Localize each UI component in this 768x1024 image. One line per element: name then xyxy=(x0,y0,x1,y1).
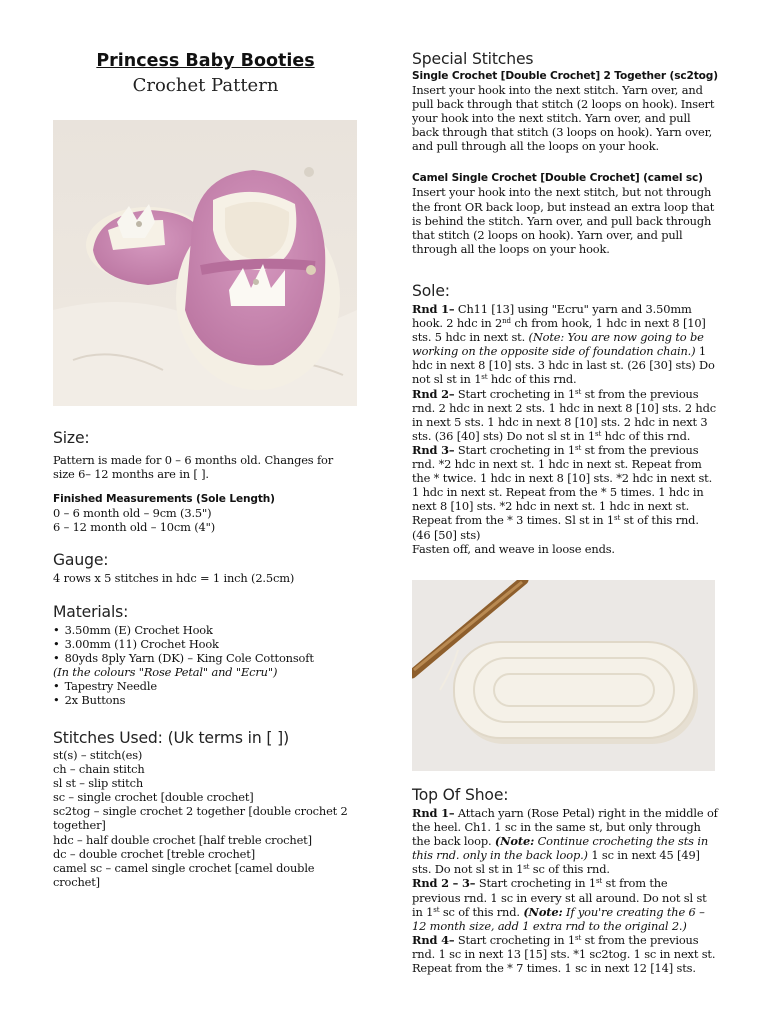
round-label: Rnd 1– xyxy=(412,302,455,316)
finished-measurements-heading: Finished Measurements (Sole Length) xyxy=(53,493,275,506)
measurement-line: 6 – 12 month old – 10cm (4") xyxy=(53,520,216,535)
round-note: If you're creating the 6 – 12 month size, add 1 extra rnd to the original 2.) xyxy=(412,904,705,933)
top-of-shoe-heading: Top Of Shoe: xyxy=(412,786,509,804)
round-text: st from the previous rnd. 1 sc in next 13 [15] sts. *1 sc2tog. 1 sc in next st. Repeat from the * 7 times. 1 sc in next 12 [14] sts. xyxy=(412,932,716,976)
size-text: Pattern is made for 0 – 6 months old. Changes for size 6– 12 months are in [ ]. xyxy=(53,453,334,482)
round-note: (Note: You are now going to be working on the opposite side of foundation chain.) xyxy=(412,330,704,359)
size-heading: Size: xyxy=(53,429,90,447)
special-stitches-heading: Special Stitches xyxy=(412,50,534,68)
sole-rnd-2 xyxy=(412,387,718,443)
superscript: st xyxy=(433,905,440,914)
stitch-line: sc – single crochet [double crochet] xyxy=(53,790,254,805)
round-text: sc of this rnd. xyxy=(439,904,524,919)
round-text: Attach yarn (Rose Petal) right in the middle of the heel. Ch1. 1 sc in the same st, but only through the back loop. xyxy=(412,806,718,849)
list-item: • Tapestry Needle xyxy=(53,679,358,693)
top-of-shoe-section xyxy=(412,785,718,975)
stitch-line: camel sc – camel single crochet [camel double crochet] xyxy=(53,860,315,889)
round-note: Continue crocheting the sts in this rnd. only in the back loop.) xyxy=(412,834,709,863)
round-text: 1 hdc in next 8 [10] sts. 3 hdc in last st. (26 [30] sts) Do not sl st in 1 xyxy=(412,344,715,387)
page-title: Princess Baby Booties xyxy=(96,51,315,71)
superscript: st xyxy=(575,933,582,942)
round-text: hdc of this rnd. xyxy=(487,372,577,387)
superscript: st xyxy=(481,373,488,382)
gauge-section xyxy=(53,550,358,585)
booties-photo xyxy=(53,120,357,406)
sc2tog-text: Insert your hook into the next stitch. Yarn over, and pull back through that stitch (2 loops on hook). Insert your hook into the next stitch. Yarn over, and pull back through that stitch (3 loops on hook). Yarn over, and pull through all the loops on your hook. xyxy=(412,83,715,154)
round-text: Ch11 [13] using "Ecru" yarn and 3.50mm hook. 2 hdc in 2 xyxy=(412,302,692,331)
round-label: Rnd 2 – 3– xyxy=(412,876,476,891)
note-label: (Note: xyxy=(523,904,563,919)
superscript: st xyxy=(614,514,621,523)
camel-sc-title: Camel Single Crochet [Double Crochet] (camel sc) xyxy=(412,172,703,185)
round-text: ch from hook, 1 hdc in next 8 [10] sts. 5 hdc in next st. xyxy=(412,316,706,345)
stitch-line: dc – double crochet [treble crochet] xyxy=(53,846,255,861)
materials-heading: Materials: xyxy=(53,603,129,621)
round-text: Start crocheting in 1 xyxy=(475,876,596,891)
page-subtitle: Crochet Pattern xyxy=(132,75,279,96)
sole-rnd-3 xyxy=(412,443,718,542)
round-label: Rnd 3– xyxy=(412,442,455,457)
list-item: • 80yds 8ply Yarn (DK) – King Cole Cottonsoft xyxy=(53,651,358,665)
stitches-heading: Stitches Used: (Uk terms in [ ]) xyxy=(53,729,290,747)
round-text: Start crocheting in 1 xyxy=(454,442,575,457)
special-stitches-section xyxy=(412,49,718,256)
stitch-line: hdc – half double crochet [half treble crochet] xyxy=(53,832,312,847)
superscript: st xyxy=(595,429,602,438)
stitch-line: st(s) – stitch(es) xyxy=(53,748,143,762)
list-item: • 3.00mm (11) Crochet Hook xyxy=(53,637,358,651)
sole-rnd-1 xyxy=(412,302,718,387)
sole-heading: Sole: xyxy=(412,282,450,300)
round-text: st from the previous rnd. 1 sc in every st all around. Do not sl st in 1 xyxy=(412,876,707,919)
title-block xyxy=(53,49,358,98)
round-label: Rnd 2– xyxy=(412,386,455,401)
camel-sc-text: Insert your hook into the next stitch, but not through the front OR back loop, but instead an extra loop that is behind the stitch. Yarn over, and pull back through that stitch (2 loops on hook). Yarn over, and pull through all the loops on your hook. xyxy=(412,185,715,256)
stitches-section xyxy=(53,728,358,889)
round-text: 1 sc in next 45 [49] sts. Do not sl st in 1 xyxy=(412,848,700,877)
stitch-line: sl st – slip stitch xyxy=(53,776,144,791)
materials-note: (In the colours "Rose Petal" and "Ecru") xyxy=(53,665,278,680)
superscript: st xyxy=(595,877,603,886)
size-section xyxy=(53,428,358,534)
stitch-line: ch – chain stitch xyxy=(53,762,145,777)
top-rnd-2-3 xyxy=(412,876,718,932)
materials-section xyxy=(53,602,358,708)
round-text: hdc of this rnd. xyxy=(601,428,691,443)
round-text: Start crocheting in 1 xyxy=(454,932,575,947)
superscript: st xyxy=(575,443,582,452)
top-rnd-4 xyxy=(412,933,718,975)
round-text: st from the previous rnd. 2 hdc in next 2 sts. 1 hdc in next 8 [10] sts. 2 hdc in next 5 sts. 1 hdc in next 8 [10] sts. 2 hdc in next 3 sts. (36 [40] sts) Do not sl st in 1 xyxy=(412,386,716,443)
list-item: • 2x Buttons xyxy=(53,693,358,707)
round-text: st of this rnd. (46 [50] sts) xyxy=(412,513,699,542)
top-rnd-1 xyxy=(412,806,718,876)
stitch-line: sc2tog – single crochet 2 together [double crochet 2 together] xyxy=(53,804,348,833)
superscript: st xyxy=(523,863,530,872)
superscript: st xyxy=(575,387,582,396)
sole-section xyxy=(412,281,718,556)
gauge-heading: Gauge: xyxy=(53,551,109,569)
superscript: nd xyxy=(502,317,511,326)
round-label: Rnd 4– xyxy=(412,932,455,947)
measurement-line: 0 – 6 month old – 9cm (3.5") xyxy=(53,506,212,521)
sc2tog-title: Single Crochet [Double Crochet] 2 Together (sc2tog) xyxy=(412,70,718,82)
round-text: sc of this rnd. xyxy=(529,862,610,877)
fasten-off-text: Fasten off, and weave in loose ends. xyxy=(412,541,615,556)
gauge-text: 4 rows x 5 stitches in hdc = 1 inch (2.5cm) xyxy=(53,571,295,585)
note-label: (Note: xyxy=(494,834,535,849)
round-text: st from the previous rnd. *2 hdc in next st. 1 hdc in next st. Repeat from the * twice. 1 hdc in next 8 [10] sts. *2 hdc in next st. 1 hdc in next st. Repeat from the * 5 times. 1 hdc in next 8 [10] sts. *2 hdc in next st. 1 hdc in next st. Repeat from the * 3 times. Sl st in 1 xyxy=(412,442,713,528)
sole-photo xyxy=(412,580,715,771)
list-item: • 3.50mm (E) Crochet Hook xyxy=(53,623,358,637)
round-text: Start crocheting in 1 xyxy=(454,386,575,401)
round-label: Rnd 1– xyxy=(412,806,455,820)
